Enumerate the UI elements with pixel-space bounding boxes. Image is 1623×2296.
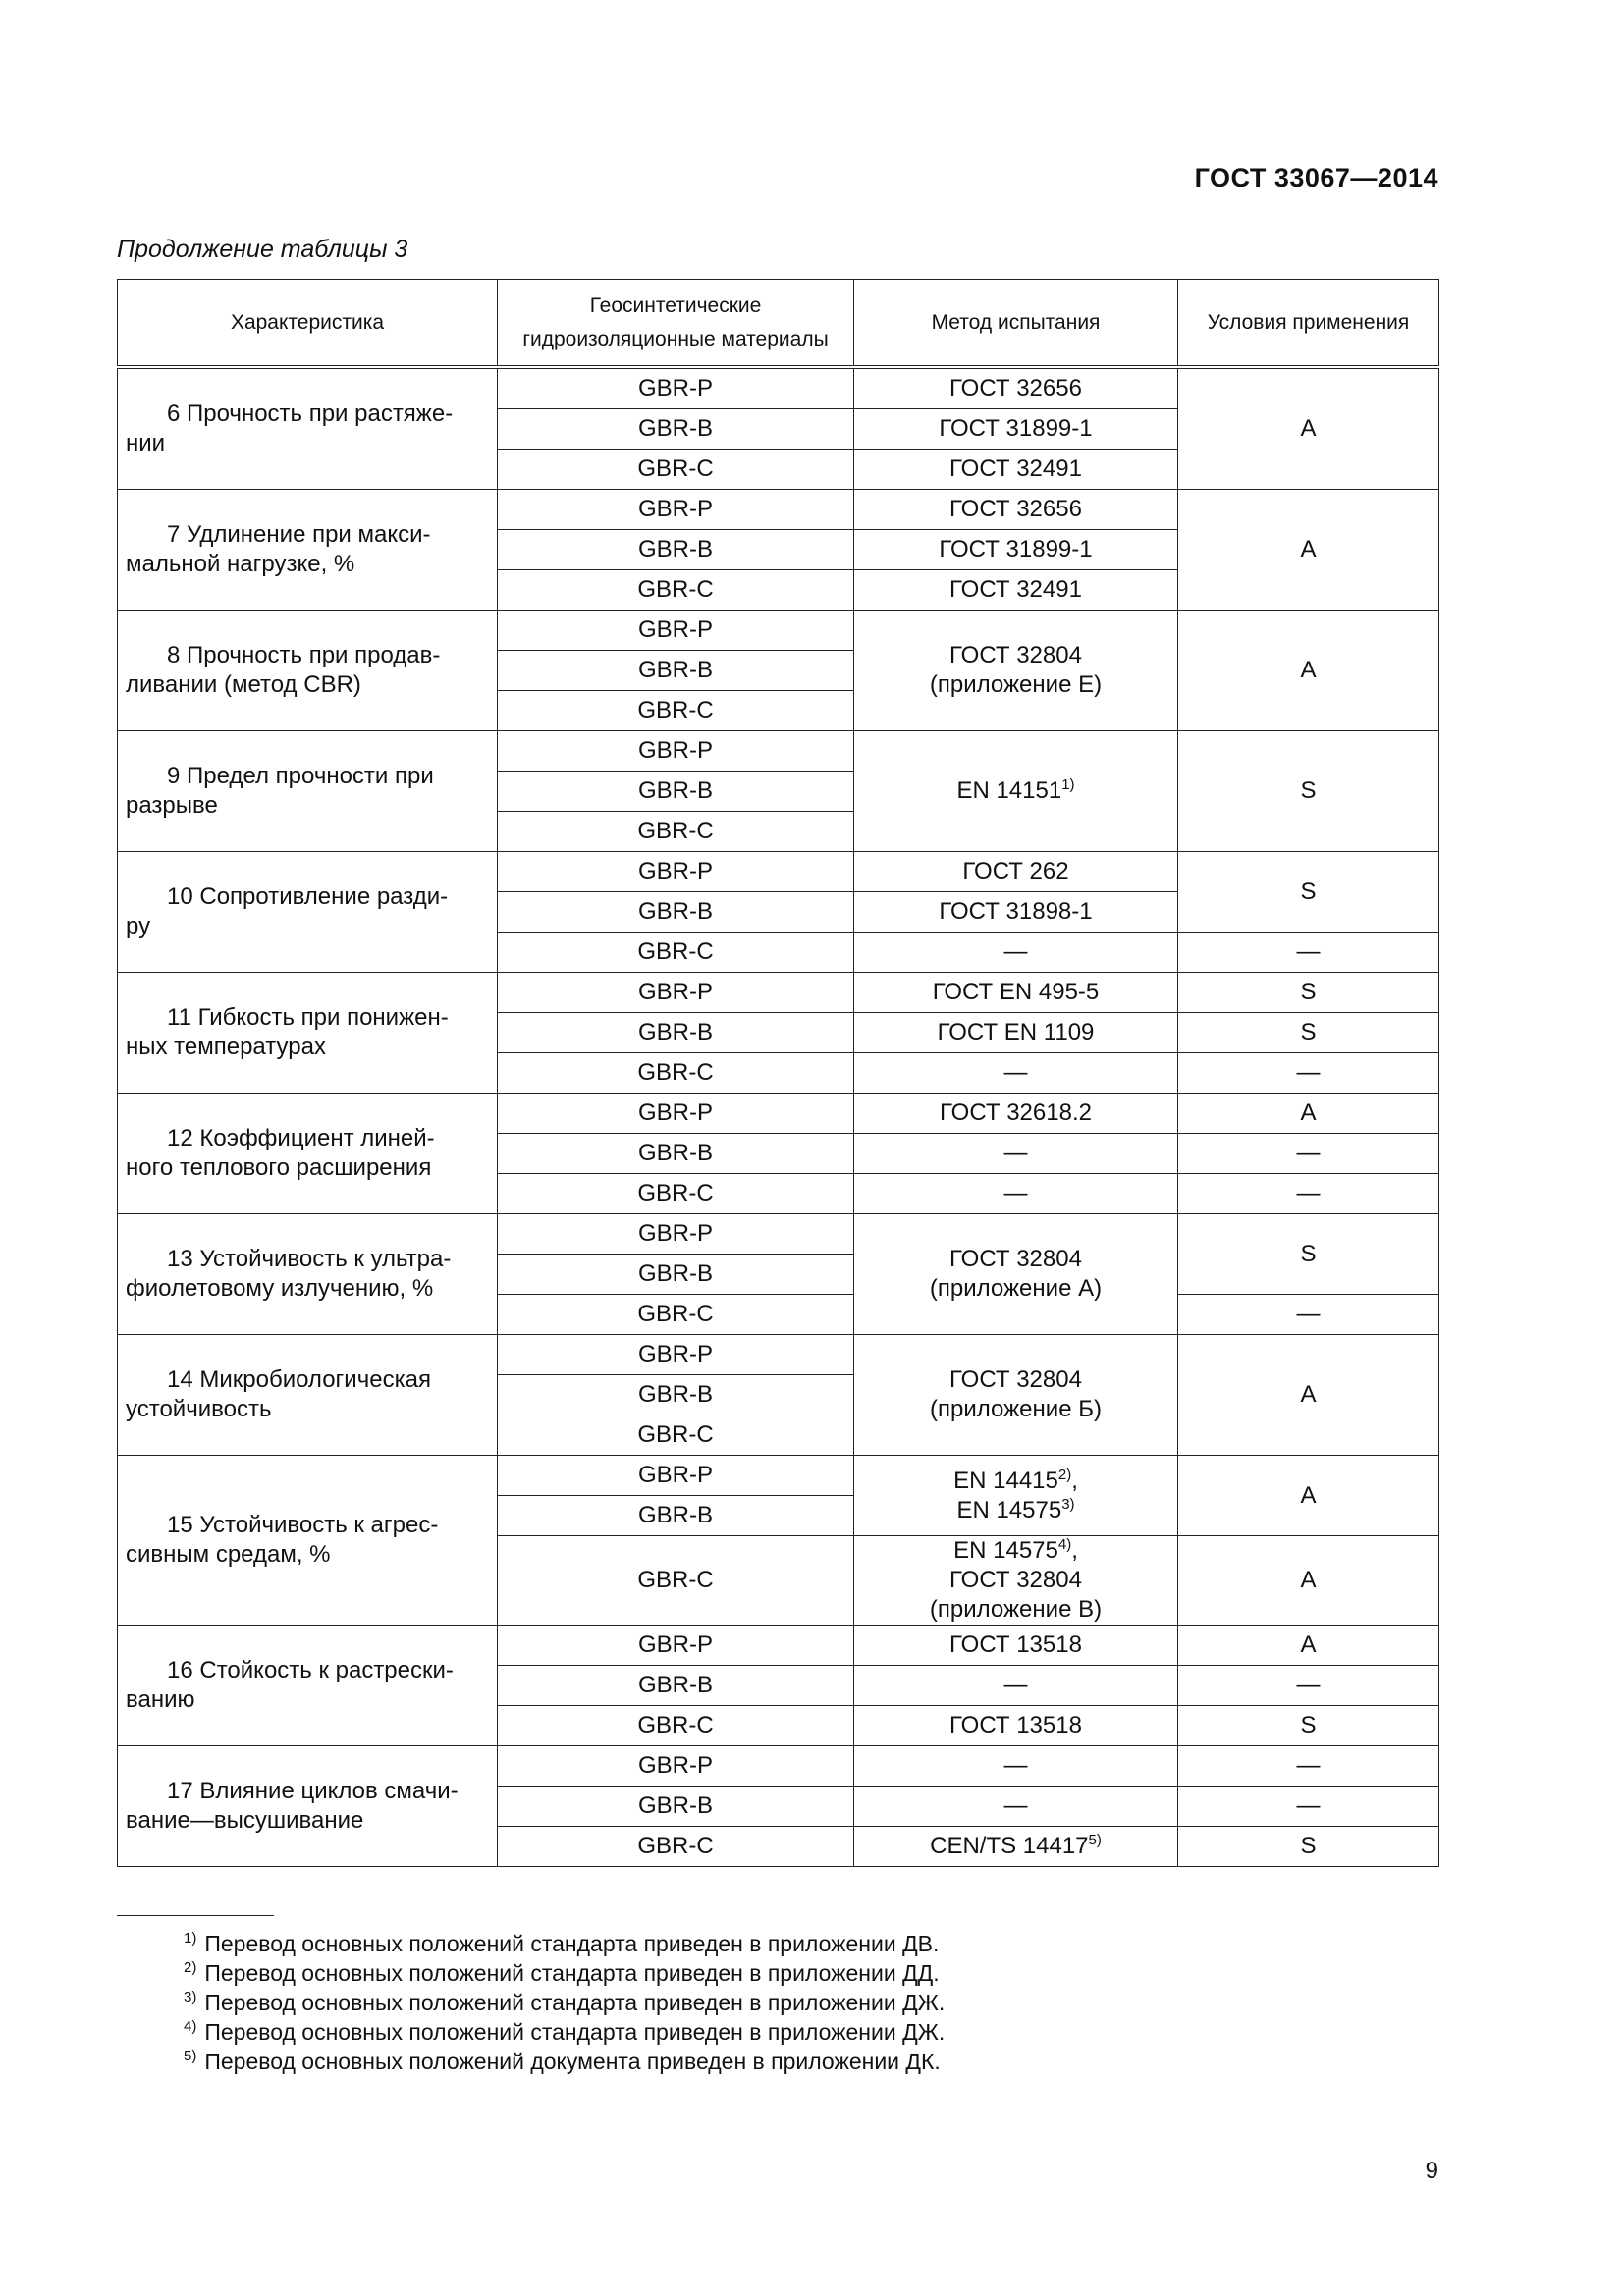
test-method-text: — [1003,1180,1028,1206]
test-method-cell [854,570,1178,611]
condition-cell: — [1178,1787,1439,1827]
test-method-text: ГОСТ EN 1109 [937,1019,1095,1045]
material-cell: GBR-C [498,1536,854,1626]
footnote [184,1929,945,1958]
test-method-text: ГОСТ 13518 [949,1631,1082,1658]
test-method-text: — [1003,1792,1028,1819]
material-cell: GBR-C [498,570,854,611]
material-cell: GBR-P [498,1335,854,1375]
test-method-line [862,1018,1169,1047]
test-method-cell [854,1456,1178,1536]
characteristic-line: ных температурах [126,1034,326,1060]
condition-cell: A [1178,1626,1439,1666]
material-cell: GBR-P [498,1626,854,1666]
test-method-cell [854,1094,1178,1134]
condition-cell: — [1178,1174,1439,1214]
characteristic-line: нии [126,430,166,456]
characteristic-line: 8 Прочность при продав- [167,642,441,668]
table-row [118,367,1439,409]
footnote [184,1958,945,1988]
footnote-text: Перевод основных положений стандарта приведен в приложении ДД. [204,1960,940,1986]
condition-cell: S [1178,1214,1439,1295]
test-method-cell [854,852,1178,892]
punctuation: , [1071,1467,1078,1494]
condition-cell: — [1178,1746,1439,1787]
test-method-text: ГОСТ EN 495-5 [932,979,1100,1005]
footnote [184,1988,945,2017]
test-method-line [862,575,1169,605]
material-cell: GBR-C [498,1706,854,1746]
test-method-text: — [1003,938,1028,965]
test-method-cell [854,973,1178,1013]
characteristic-line: ванию [126,1686,195,1713]
test-method-text: — [1003,1140,1028,1166]
material-cell: GBR-C [498,691,854,731]
test-method-text: ГОСТ 31899-1 [939,415,1093,442]
material-cell: GBR-B [498,772,854,812]
test-method-text: ГОСТ 32491 [949,576,1082,603]
test-method-line [862,897,1169,927]
characteristic-line: сивным средам, % [126,1541,331,1568]
test-method-line [862,1496,1169,1525]
test-method-line [862,1832,1169,1861]
condition-cell: — [1178,1666,1439,1706]
test-method-text: ГОСТ 32804 [949,642,1082,668]
material-cell: GBR-C [498,450,854,490]
footnote [184,2047,945,2076]
table-continuation-label: Продолжение таблицы 3 [117,236,408,263]
characteristic-line: 16 Стойкость к растрески- [167,1657,454,1683]
material-cell: GBR-P [498,367,854,409]
test-method-cell [854,1746,1178,1787]
footnote-ref: 4) [1057,1536,1072,1553]
material-cell: GBR-C [498,1295,854,1335]
footnote-mark: 1) [184,1930,197,1948]
characteristic-cell [118,731,498,852]
test-method-cell [854,731,1178,852]
characteristic-cell [118,1335,498,1456]
test-method-text: ГОСТ 32804 [949,1567,1082,1593]
test-method-text: — [1003,1752,1028,1779]
test-method-line [862,1395,1169,1424]
material-cell: GBR-B [498,1375,854,1415]
characteristic-line: 6 Прочность при растяже- [167,400,454,427]
table-row [118,1626,1439,1666]
test-method-text: — [1003,1059,1028,1086]
test-method-line [862,1751,1169,1781]
condition-cell: S [1178,973,1439,1013]
test-method-text: ГОСТ 32804 [949,1366,1082,1393]
characteristic-line: 12 Коэффициент линей- [167,1125,435,1151]
table-row [118,731,1439,772]
condition-cell: — [1178,1053,1439,1094]
test-method-cell [854,1335,1178,1456]
condition-cell: A [1178,611,1439,731]
characteristic-line: фиолетовому излучению, % [126,1275,434,1302]
material-cell: GBR-C [498,933,854,973]
characteristic-line: 9 Предел прочности при [167,763,434,789]
test-method-text: ГОСТ 32656 [949,375,1082,401]
test-method-line [862,1791,1169,1821]
table-header-row [118,280,1439,368]
test-method-text: (приложение Е) [929,671,1103,698]
characteristic-cell [118,1094,498,1214]
material-cell: GBR-P [498,611,854,651]
footnote-divider [117,1915,274,1916]
test-method-line [862,1274,1169,1304]
material-cell: GBR-B [498,1255,854,1295]
column-header-conditions: Условия применения [1178,280,1439,368]
test-method-line [862,1711,1169,1740]
characteristic-cell [118,973,498,1094]
characteristic-line: 11 Гибкость при понижен- [167,1004,449,1031]
characteristic-cell [118,1456,498,1626]
condition-cell: A [1178,1094,1439,1134]
table-row [118,852,1439,892]
material-cell: GBR-B [498,1787,854,1827]
footnote-text: Перевод основных положений документа приведен в приложении ДК. [204,2049,941,2074]
test-method-line [862,1467,1169,1496]
test-method-cell [854,1787,1178,1827]
test-method-line [862,978,1169,1007]
test-method-cell [854,1053,1178,1094]
condition-cell: A [1178,1335,1439,1456]
footnotes [184,1929,945,2076]
test-method-cell [854,611,1178,731]
characteristic-line: ливании (метод CBR) [126,671,361,698]
condition-cell: — [1178,1134,1439,1174]
characteristic-cell [118,1214,498,1335]
material-cell: GBR-B [498,409,854,450]
test-method-line [862,670,1169,700]
material-cell: GBR-P [498,1094,854,1134]
characteristic-line: вание—высушивание [126,1807,364,1834]
column-header-test-method: Метод испытания [854,280,1178,368]
table-row [118,1094,1439,1134]
test-method-line [862,1098,1169,1128]
test-method-text: ГОСТ 32804 [949,1246,1082,1272]
material-cell: GBR-P [498,731,854,772]
properties-table [117,279,1439,1867]
material-cell: GBR-P [498,852,854,892]
table-row [118,1335,1439,1375]
footnote-text: Перевод основных положений стандарта приведен в приложении ДЖ. [204,1990,946,2015]
test-method-line [862,857,1169,886]
material-cell: GBR-C [498,1174,854,1214]
table-row [118,973,1439,1013]
characteristic-line: мальной нагрузке, % [126,551,355,577]
test-method-text: EN 14575 [956,1496,1062,1523]
test-method-line [862,1365,1169,1395]
material-cell: GBR-B [498,1496,854,1536]
characteristic-cell [118,490,498,611]
material-cell: GBR-C [498,1415,854,1456]
characteristic-line: ного теплового расширения [126,1154,432,1181]
material-cell: GBR-B [498,892,854,933]
footnote-ref: 3) [1061,1495,1075,1513]
test-method-line [862,414,1169,444]
condition-cell: S [1178,731,1439,852]
footnote-mark: 2) [184,1959,197,1977]
test-method-cell [854,1666,1178,1706]
test-method-cell [854,1706,1178,1746]
condition-cell: — [1178,1295,1439,1335]
test-method-cell [854,1174,1178,1214]
material-cell: GBR-P [498,1746,854,1787]
test-method-text: (приложение А) [929,1275,1103,1302]
table-row [118,490,1439,530]
characteristic-cell [118,1626,498,1746]
material-cell: GBR-B [498,1013,854,1053]
characteristic-line: ру [126,913,151,939]
test-method-text: EN 14575 [953,1537,1058,1564]
condition-cell: S [1178,1013,1439,1053]
condition-cell: S [1178,1706,1439,1746]
test-method-text: ГОСТ 31898-1 [939,898,1093,925]
material-cell: GBR-B [498,530,854,570]
characteristic-cell [118,611,498,731]
condition-cell: S [1178,1827,1439,1867]
test-method-cell [854,367,1178,409]
test-method-line [862,1536,1169,1566]
test-method-text: ГОСТ 31899-1 [939,536,1093,562]
material-cell: GBR-B [498,1666,854,1706]
condition-cell: A [1178,1536,1439,1626]
test-method-cell [854,1626,1178,1666]
material-cell: GBR-P [498,973,854,1013]
test-method-cell [854,450,1178,490]
material-cell: GBR-P [498,1456,854,1496]
test-method-line [862,1139,1169,1168]
punctuation: , [1071,1537,1078,1564]
test-method-cell [854,1214,1178,1335]
test-method-cell [854,1536,1178,1626]
material-cell: GBR-B [498,1134,854,1174]
characteristic-line: 17 Влияние циклов смачи- [167,1778,459,1804]
test-method-text: — [1003,1672,1028,1698]
table-row [118,611,1439,651]
material-cell: GBR-B [498,651,854,691]
characteristic-cell [118,1746,498,1867]
test-method-line [862,641,1169,670]
table-body [118,367,1439,1867]
test-method-line [862,1245,1169,1274]
test-method-text: ГОСТ 32656 [949,496,1082,522]
test-method-cell [854,1013,1178,1053]
test-method-text: EN 14151 [956,777,1062,804]
test-method-line [862,1595,1169,1625]
test-method-cell [854,530,1178,570]
test-method-text: CEN/TS 14417 [930,1833,1089,1859]
characteristic-line: 13 Устойчивость к ультра- [167,1246,452,1272]
characteristic-cell [118,852,498,973]
test-method-line [862,1179,1169,1208]
test-method-line [862,937,1169,967]
test-method-text: (приложение В) [929,1596,1103,1623]
characteristic-line: 15 Устойчивость к агрес- [167,1512,439,1538]
material-cell: GBR-P [498,490,854,530]
test-method-line [862,535,1169,564]
condition-cell: — [1178,933,1439,973]
test-method-cell [854,490,1178,530]
footnote-text: Перевод основных положений стандарта приведен в приложении ДВ. [204,1931,940,1956]
table-row [118,1746,1439,1787]
characteristic-cell [118,367,498,490]
condition-cell: A [1178,490,1439,611]
material-cell: GBR-P [498,1214,854,1255]
test-method-line [862,495,1169,524]
column-header-characteristic: Характеристика [118,280,498,368]
condition-cell: S [1178,852,1439,933]
test-method-line [862,1671,1169,1700]
test-method-cell [854,409,1178,450]
test-method-text: ГОСТ 32618.2 [940,1099,1092,1126]
test-method-line [862,374,1169,403]
test-method-text: (приложение Б) [930,1396,1102,1422]
footnote-mark: 5) [184,2048,197,2065]
footnote-text: Перевод основных положений стандарта приведен в приложении ДЖ. [204,2019,946,2045]
table-row [118,1456,1439,1496]
footnote-ref: 5) [1088,1832,1102,1848]
footnote-ref: 1) [1061,776,1075,793]
characteristic-line: 14 Микробиологическая [167,1366,431,1393]
footnote-mark: 3) [184,1989,197,2006]
condition-cell: A [1178,1456,1439,1536]
material-cell: GBR-C [498,1053,854,1094]
test-method-line [862,776,1169,806]
page-number: 9 [1425,2158,1438,2184]
test-method-text: ГОСТ 32491 [949,455,1082,482]
characteristic-line: устойчивость [126,1396,272,1422]
characteristic-line: разрыве [126,792,218,819]
standard-code: ГОСТ 33067—2014 [1194,163,1438,192]
footnote [184,2017,945,2047]
material-cell: GBR-C [498,812,854,852]
test-method-cell [854,933,1178,973]
test-method-cell [854,1827,1178,1867]
test-method-text: ГОСТ 262 [962,858,1069,884]
table-row [118,1214,1439,1255]
characteristic-line: 10 Сопротивление разди- [167,883,449,910]
test-method-cell [854,1134,1178,1174]
footnote-mark: 4) [184,2018,197,2036]
footnote-ref: 2) [1057,1466,1072,1483]
test-method-line [862,1058,1169,1088]
material-cell: GBR-C [498,1827,854,1867]
test-method-line [862,1566,1169,1595]
test-method-text: ГОСТ 13518 [949,1712,1082,1738]
test-method-text: EN 14415 [953,1467,1058,1494]
test-method-line [862,1630,1169,1660]
test-method-line [862,454,1169,484]
test-method-cell [854,892,1178,933]
characteristic-line: 7 Удлинение при макси- [167,521,431,548]
condition-cell: A [1178,367,1439,490]
column-header-materials: Геосинтетические гидроизоляционные материалы [498,280,854,368]
